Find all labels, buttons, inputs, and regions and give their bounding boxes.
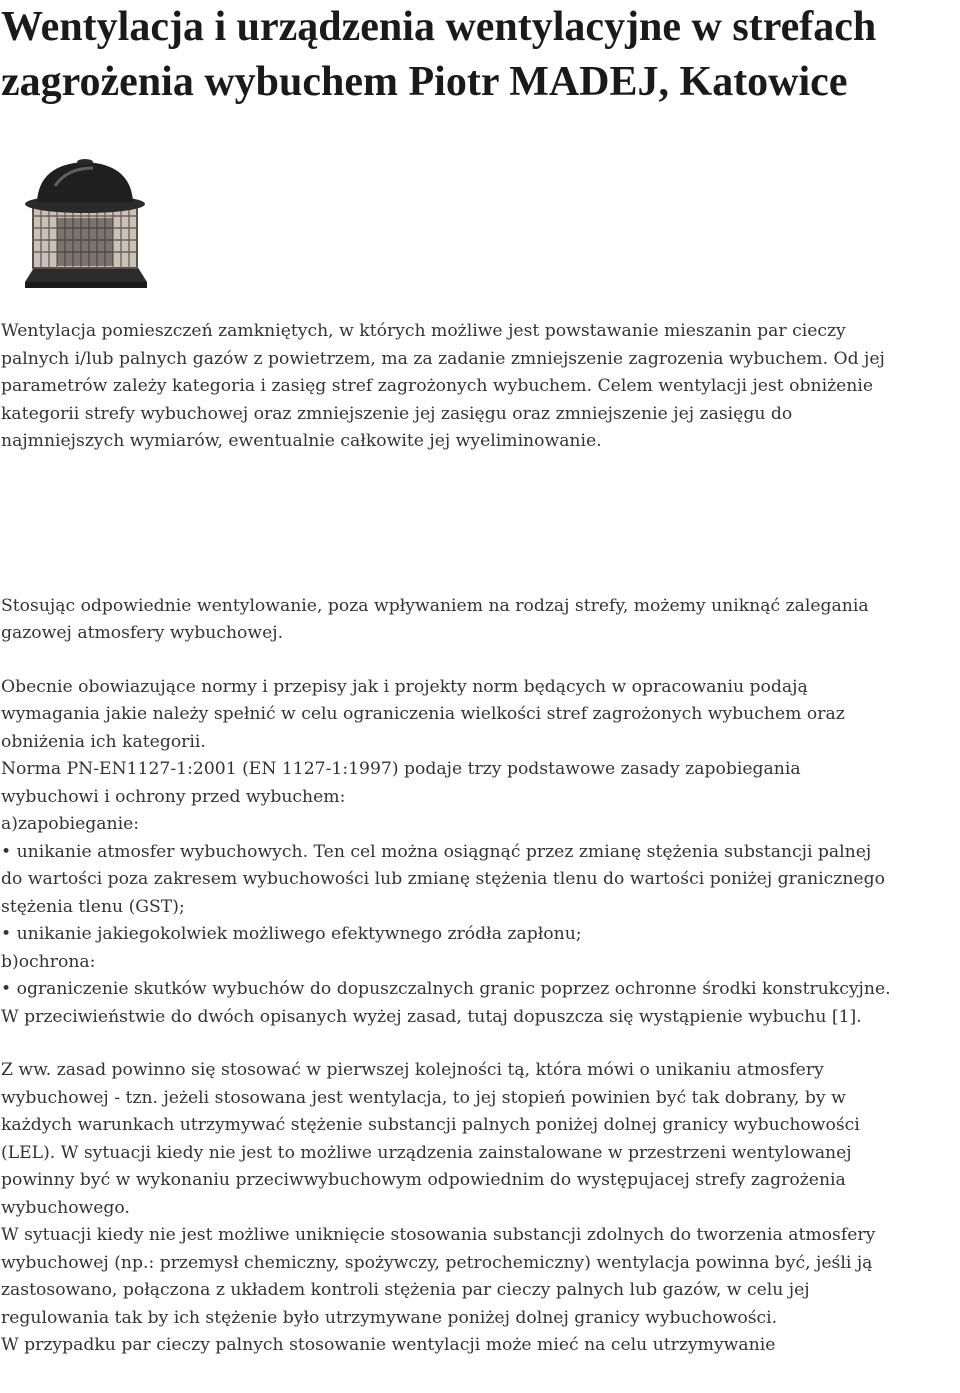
roof-fan-image — [23, 156, 149, 296]
paragraph-ventilation-effect: Stosując odpowiednie wentylowanie, poza wpływaniem na rodzaj strefy, możemy uniknąć zalegania gazowej atmosfery wybuchowej. — [1, 595, 869, 643]
paragraph-intro: Wentylacja pomieszczeń zamkniętych, w których możliwe jest powstawanie mieszanin par cieczy palnych i/lub palnych gazów z powietrzem, ma za zadanie zmniejszenie zagrozenia wybuchem. Od jej parametrów zależy kategoria i zasięg stref zagrożonych wybuchem. Celem wentylacji jest obniżenie kategorii strefy wybuchowej oraz zmniejszenie jej zasięgu oraz zmniejszenie jej zasięgu do najmniejszych wymiarów, ewentualnie całkowite jej wyeliminowanie. — [1, 321, 885, 451]
roof-fan-icon — [23, 156, 149, 296]
paragraph-standards: Obecnie obowiazujące normy i przepisy jak i projekty norm będących w opracowaniu podają wymagania jakie należy spełnić w celu ograniczenia wielkości stref zagrożonych wybuchem oraz obniżenia ich kategorii. Norma PN-EN1127-1:2001 (EN 1127-1:1997) podaje trzy podstawowe zasady zapobiegania wybuchowi i ochrony przed wybuchem: a)zapobieganie: • unikanie atmosfer wybuchowych. Ten cel można osiągnąć przez zmianę stężenia substancji palnej do wartości poza zakresem wybuchowości lub zmianę stężenia tlenu do wartości poniżej granicznego stężenia tlenu (GST); • unikanie jakiegokolwiek możliwego efektywnego zródła zapłonu; b)ochrona: • ograniczenie skutków wybuchów do dopuszczalnych granic poprzez ochronne środki konstrukcyjne. W przeciwieństwie do dwóch opisanych wyżej zasad, tutaj dopuszcza się wystąpienie wybuchu [1]. — [1, 676, 891, 1027]
paragraph-principles: Z ww. zasad powinno się stosować w pierwszej kolejności tą, która mówi o unikaniu atmosfery wybuchowej - tzn. jeżeli stosowana jest wentylacja, to jej stopień powinien być tak dobrany, by w każdych warunkach utrzymywać stężenie substancji palnych poniżej dolnej granicy wybuchowości (LEL). W sytuacji kiedy nie jest to możliwe urządzenia zainstalowane w przestrzeni wentylowanej powinny być w wykonaniu przeciwwybuchowym odpowiednim do występujacej strefy zagrożenia wybuchowego. W sytuacji kiedy nie jest możliwe uniknięcie stosowania substancji zdolnych do tworzenia atmosfery wybuchowej (np.: przemysł chemiczny, spożywczy, petrochemiczny) wentylacja powinna być, jeśli ją zastosowano, połączona z układem kontroli stężenia par cieczy palnych lub gazów, w celu jej regulowania tak by ich stężenie było utrzymywane poniżej dolnej granicy wybuchowości. W przypadku par cieczy palnych stosowanie wentylacji może mieć na celu utrzymywanie — [1, 1060, 876, 1355]
page-title: Wentylacja i urządzenia wentylacyjne w strefach zagrożenia wybuchem Piotr MADEJ, Katowice — [1, 4, 877, 105]
